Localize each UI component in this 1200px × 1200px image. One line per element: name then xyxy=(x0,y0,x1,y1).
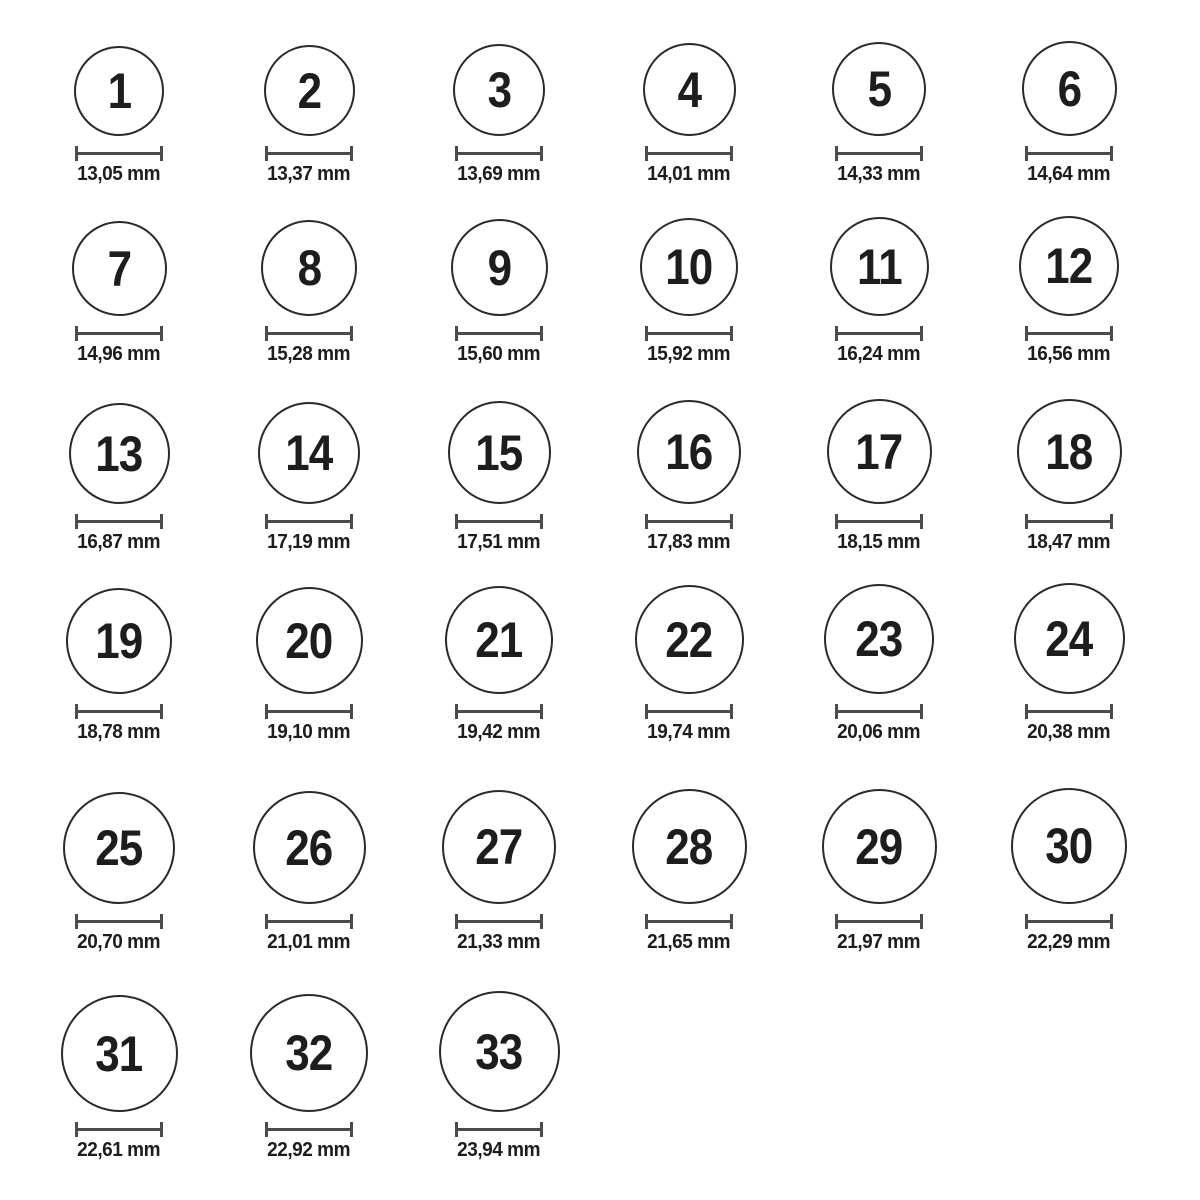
diameter-measure-line xyxy=(645,514,733,529)
diameter-measure-line xyxy=(645,704,733,719)
ring-size-number: 6 xyxy=(1057,60,1081,117)
ring-size-number: 19 xyxy=(95,613,143,669)
diameter-label: 22,92 mm xyxy=(267,1139,351,1161)
ring-size-item xyxy=(24,0,214,198)
diameter-measure-line xyxy=(835,914,923,929)
ring-size-item xyxy=(214,566,404,756)
ring-circle xyxy=(643,43,736,136)
diameter-measure-line xyxy=(75,704,163,719)
diameter-measure-line xyxy=(455,1122,543,1137)
diameter-measure-line xyxy=(835,704,923,719)
ring-size-item xyxy=(24,198,214,378)
diameter-label: 17,51 mm xyxy=(457,531,541,553)
diameter-measure-line xyxy=(265,914,353,929)
ring-circle xyxy=(258,402,360,504)
ring-size-item xyxy=(404,378,594,566)
ring-size-item xyxy=(404,566,594,756)
ring-circle xyxy=(822,789,937,904)
ring-size-number: 8 xyxy=(297,240,321,296)
ring-size-item xyxy=(214,0,404,198)
diameter-measure-line xyxy=(455,326,543,341)
ring-size-item xyxy=(404,966,594,1200)
diameter-label: 13,37 mm xyxy=(267,163,351,185)
diameter-label: 17,83 mm xyxy=(647,531,731,553)
ring-circle xyxy=(632,789,747,904)
ring-size-item xyxy=(784,198,974,378)
ring-size-item xyxy=(594,566,784,756)
ring-circle xyxy=(1011,788,1127,904)
ring-circle xyxy=(451,219,548,316)
diameter-measure-line xyxy=(835,326,923,341)
diameter-label: 21,01 mm xyxy=(267,931,351,953)
diameter-measure-line xyxy=(265,1122,353,1137)
ring-size-number: 23 xyxy=(855,611,903,667)
ring-size-number: 5 xyxy=(867,61,891,117)
ring-size-number: 22 xyxy=(665,611,713,668)
ring-size-number: 28 xyxy=(665,818,713,875)
diameter-measure-line xyxy=(835,146,923,161)
ring-size-item xyxy=(24,566,214,756)
ring-size-item xyxy=(974,378,1164,566)
ring-size-number: 14 xyxy=(285,425,333,481)
diameter-label: 21,97 mm xyxy=(837,931,921,953)
ring-size-item xyxy=(594,0,784,198)
diameter-measure-line xyxy=(455,914,543,929)
ring-size-item xyxy=(24,966,214,1200)
ring-size-item xyxy=(784,0,974,198)
diameter-label: 18,78 mm xyxy=(77,721,161,743)
ring-size-number: 13 xyxy=(95,425,143,482)
diameter-measure-line xyxy=(455,704,543,719)
ring-size-number: 1 xyxy=(107,63,131,119)
ring-circle xyxy=(637,400,741,504)
ring-size-number: 20 xyxy=(285,612,333,669)
ring-size-item xyxy=(24,756,214,966)
diameter-measure-line xyxy=(75,146,163,161)
diameter-measure-line xyxy=(75,1122,163,1137)
ring-circle xyxy=(250,994,368,1112)
diameter-measure-line xyxy=(645,914,733,929)
ring-size-item xyxy=(214,378,404,566)
diameter-measure-line xyxy=(75,914,163,929)
ring-circle xyxy=(264,45,355,136)
diameter-measure-line xyxy=(75,514,163,529)
ring-size-item xyxy=(784,566,974,756)
diameter-label: 15,60 mm xyxy=(457,343,541,365)
diameter-label: 20,70 mm xyxy=(77,931,161,953)
diameter-measure-line xyxy=(455,514,543,529)
ring-size-item xyxy=(594,756,784,966)
ring-size-number: 27 xyxy=(475,819,523,875)
diameter-label: 23,94 mm xyxy=(457,1139,541,1161)
diameter-label: 16,24 mm xyxy=(837,343,921,365)
ring-circle xyxy=(453,44,545,136)
ring-circle xyxy=(640,218,738,316)
diameter-measure-line xyxy=(1025,514,1113,529)
ring-circle xyxy=(253,791,366,904)
ring-size-number: 2 xyxy=(297,62,321,119)
ring-size-item xyxy=(214,198,404,378)
diameter-label: 13,05 mm xyxy=(77,163,161,185)
ring-size-number: 11 xyxy=(856,238,902,295)
diameter-measure-line xyxy=(835,514,923,529)
ring-size-number: 4 xyxy=(677,61,701,118)
diameter-label: 22,29 mm xyxy=(1027,931,1111,953)
ring-size-item xyxy=(974,0,1164,198)
diameter-measure-line xyxy=(1025,704,1113,719)
ring-circle xyxy=(61,995,178,1112)
diameter-label: 18,47 mm xyxy=(1027,531,1111,553)
ring-size-number: 30 xyxy=(1045,818,1093,874)
ring-size-item xyxy=(974,198,1164,378)
ring-circle xyxy=(1022,41,1117,136)
ring-size-number: 9 xyxy=(487,239,511,296)
diameter-label: 22,61 mm xyxy=(77,1139,161,1161)
diameter-measure-line xyxy=(1025,326,1113,341)
ring-size-number: 29 xyxy=(855,818,903,875)
ring-circle xyxy=(445,586,553,694)
ring-size-number: 16 xyxy=(665,424,713,480)
diameter-label: 19,10 mm xyxy=(267,721,351,743)
ring-circle xyxy=(1014,583,1125,694)
diameter-measure-line xyxy=(75,326,163,341)
ring-size-item xyxy=(404,0,594,198)
diameter-measure-line xyxy=(645,326,733,341)
ring-circle xyxy=(442,790,556,904)
ring-size-number: 24 xyxy=(1045,610,1093,667)
diameter-measure-line xyxy=(1025,914,1113,929)
ring-size-item xyxy=(214,756,404,966)
diameter-label: 20,06 mm xyxy=(837,721,921,743)
diameter-measure-line xyxy=(265,146,353,161)
ring-circle xyxy=(74,46,164,136)
ring-circle xyxy=(824,584,934,694)
ring-size-number: 17 xyxy=(855,423,903,480)
ring-circle xyxy=(439,991,560,1112)
ring-circle xyxy=(261,220,357,316)
ring-size-number: 33 xyxy=(475,1023,523,1080)
ring-circle xyxy=(448,401,551,504)
diameter-label: 14,01 mm xyxy=(647,163,731,185)
diameter-measure-line xyxy=(1025,146,1113,161)
diameter-label: 19,42 mm xyxy=(457,721,541,743)
ring-size-number: 26 xyxy=(285,819,333,876)
ring-size-number: 10 xyxy=(665,239,713,295)
diameter-label: 17,19 mm xyxy=(267,531,351,553)
ring-circle xyxy=(1017,399,1122,504)
diameter-measure-line xyxy=(455,146,543,161)
ring-size-number: 32 xyxy=(285,1025,333,1081)
ring-size-number: 25 xyxy=(95,820,143,876)
diameter-label: 15,92 mm xyxy=(647,343,731,365)
diameter-measure-line xyxy=(265,514,353,529)
diameter-label: 14,96 mm xyxy=(77,343,161,365)
diameter-label: 14,64 mm xyxy=(1027,163,1111,185)
ring-circle xyxy=(66,588,172,694)
ring-circle xyxy=(63,792,175,904)
ring-size-item xyxy=(594,198,784,378)
ring-size-number: 15 xyxy=(475,424,523,481)
diameter-label: 14,33 mm xyxy=(837,163,921,185)
diameter-label: 19,74 mm xyxy=(647,721,731,743)
diameter-label: 21,33 mm xyxy=(457,931,541,953)
ring-size-number: 18 xyxy=(1045,423,1093,480)
ring-size-item xyxy=(974,566,1164,756)
ring-circle xyxy=(256,587,363,694)
diameter-measure-line xyxy=(265,704,353,719)
ring-size-number: 12 xyxy=(1045,238,1093,294)
diameter-label: 15,28 mm xyxy=(267,343,351,365)
ring-size-item xyxy=(784,756,974,966)
ring-size-item xyxy=(974,756,1164,966)
ring-circle xyxy=(832,42,926,136)
diameter-label: 20,38 mm xyxy=(1027,721,1111,743)
ring-circle xyxy=(69,403,170,504)
diameter-label: 21,65 mm xyxy=(647,931,731,953)
diameter-measure-line xyxy=(265,326,353,341)
diameter-label: 18,15 mm xyxy=(837,531,921,553)
diameter-measure-line xyxy=(645,146,733,161)
ring-size-item xyxy=(784,378,974,566)
ring-circle xyxy=(1019,216,1119,316)
ring-size-item xyxy=(594,378,784,566)
ring-circle xyxy=(635,585,744,694)
ring-size-item xyxy=(404,198,594,378)
diameter-label: 13,69 mm xyxy=(457,163,541,185)
ring-circle xyxy=(827,399,932,504)
ring-size-number: 7 xyxy=(107,240,131,297)
ring-circle xyxy=(830,217,929,316)
ring-size-item xyxy=(404,756,594,966)
ring-size-number: 21 xyxy=(475,612,523,668)
ring-size-number: 31 xyxy=(95,1025,143,1082)
ring-circle xyxy=(72,221,167,316)
diameter-label: 16,56 mm xyxy=(1027,343,1111,365)
diameter-label: 16,87 mm xyxy=(77,531,161,553)
ring-size-item xyxy=(214,966,404,1200)
ring-size-number: 3 xyxy=(487,62,511,118)
ring-size-item xyxy=(24,378,214,566)
